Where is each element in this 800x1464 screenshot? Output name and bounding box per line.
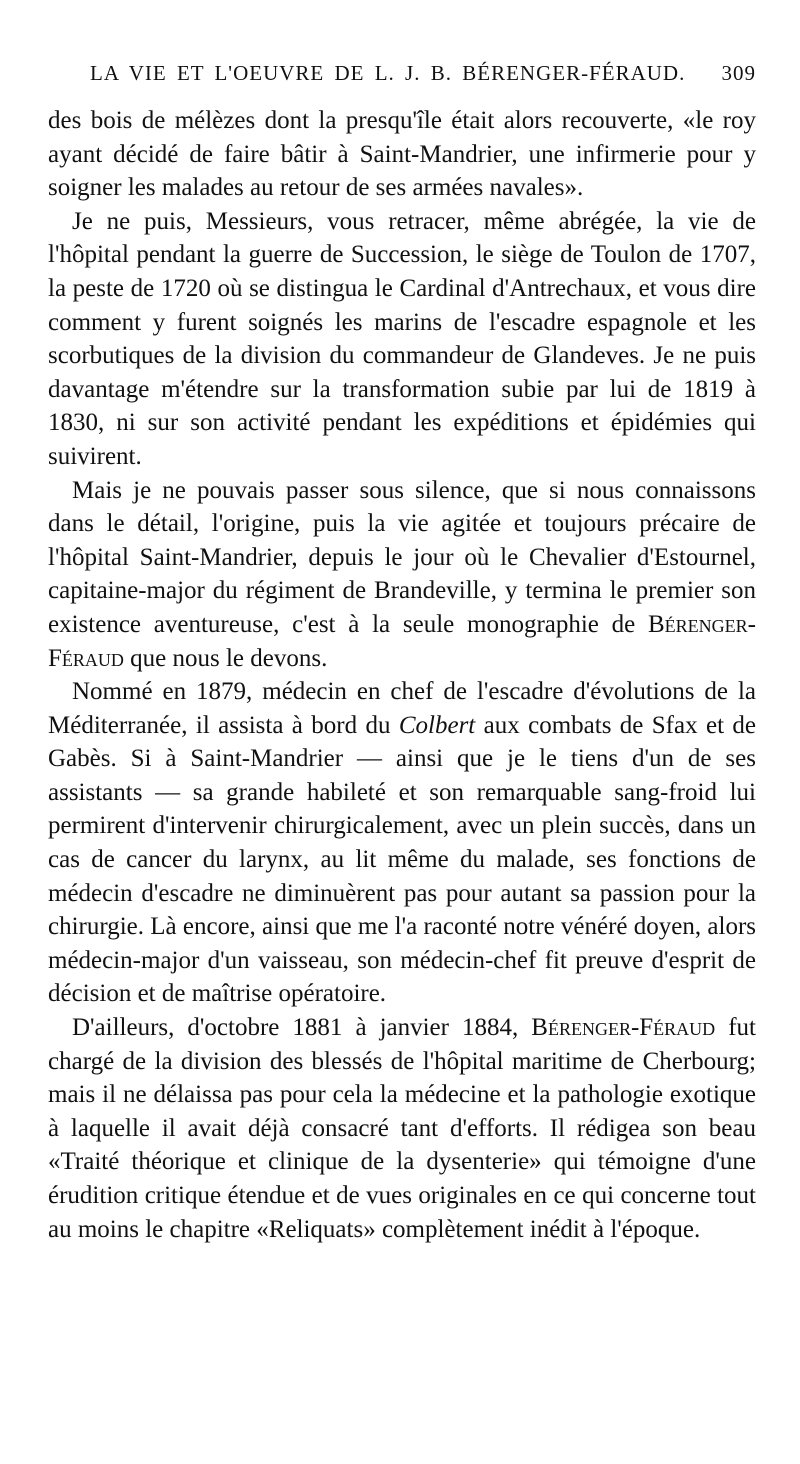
paragraph	[48, 104, 756, 205]
paragraph-text: des bois de mélèzes dont la presqu'île était alors recouverte, «le roy ayant décidé de faire bâtir à Saint-Mandrier, une infirmerie pour y soigner les malades au retour de ses armées navales».	[48, 107, 756, 202]
paragraph	[48, 474, 756, 676]
paragraph-text: aux combats de Sfax et de Gabès. Si à Saint-Mandrier — ainsi que je le tiens d'un de ses assistants — sa grande habileté et son remarquable sang-froid lui permirent d'intervenir chirurgicalement, avec un plein succès, dans un cas de cancer du larynx, au lit même du malade, ses fonctions de médecin d'escadre ne diminuèrent pas pour autant sa passion pour la chirurgie. Là encore, ainsi que me l'a raconté notre vénéré doyen, alors médecin-major d'un vaisseau, son médecin-chef fit preuve d'esprit de décision et de maîtrise opératoire.	[48, 711, 757, 1008]
paragraph	[48, 205, 756, 474]
running-header	[90, 58, 756, 88]
ship-name: Colbert	[398, 711, 476, 739]
paragraph-text: fut chargé de la division des blessés de l'hôpital maritime de Cherbourg; mais il ne délaissa pas pour cela la médecine et la pathologie exotique à laquelle il avait déjà consacré tant d'efforts. Il rédigea son beau «Traité théorique et clinique de la dysenterie» qui témoigne d'une érudition critique étendue et de vues originales en ce qui concerne tout au moins le chapitre «Reliquats» complètement inédit à l'époque.	[48, 1014, 756, 1243]
paragraph-text: Nommé en 1879, médecin en chef de l'escadre d'évolutions de la Méditerranée, il assista à bord du	[48, 678, 756, 739]
paragraph	[48, 1011, 756, 1246]
running-title: LA VIE ET L'OEUVRE DE L. J. B. BÉRENGER-FÉRAUD.	[90, 61, 686, 85]
body-text	[48, 104, 756, 1246]
paragraph	[48, 675, 756, 1011]
paragraph-text: D'ailleurs, d'octobre 1881 à janvier 1884,	[72, 1014, 532, 1042]
book-page	[48, 58, 756, 1246]
paragraph-text: Mais je ne pouvais passer sous silence, que si nous connaissons dans le détail, l'origine, puis la vie agitée et toujours précaire de l'hôpital Saint-Mandrier, depuis le jour où le Chevalier d'Estournel, capitaine-major du régiment de Brandeville, y termina le premier son existence aventureuse, c'est à la seule monographie de	[48, 476, 756, 638]
author-name: Bérenger-Féraud	[531, 1014, 716, 1042]
paragraph-text: que nous le devons.	[123, 644, 328, 672]
page-number: 309	[721, 61, 756, 85]
author-name: Bérenger-Féraud	[48, 610, 756, 672]
paragraph-text: Je ne puis, Messieurs, vous retracer, même abrégée, la vie de l'hôpital pendant la guerre de Succession, le siège de Toulon de 1707, la peste de 1720 où se distingua le Cardinal d'Antrechaux, et vous dire comment y furent soignés les marins de l'escadre espagnole et les scorbutiques de la division du commandeur de Glandeves. Je ne puis davantage m'étendre sur la transformation subie par lui de 1819 à 1830, ni sur son activité pendant les expéditions et épidémies qui suivirent.	[48, 207, 756, 470]
